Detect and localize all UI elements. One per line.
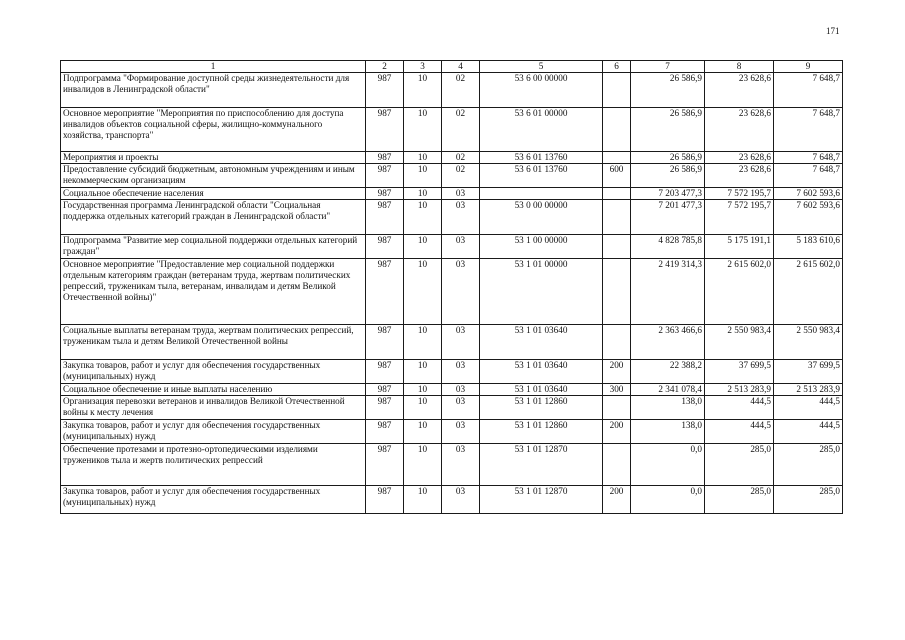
row-subsection-cell: 03: [442, 188, 480, 200]
row-name-cell: Закупка товаров, работ и услуг для обеспечения государственных (муниципальных) нужд: [61, 420, 366, 444]
table-row: [61, 152, 843, 164]
row-subsection-cell: 03: [442, 384, 480, 396]
row-expense-type-cell: [603, 325, 631, 360]
row-expense-type-cell: 200: [603, 360, 631, 384]
header-col-8: 8: [705, 61, 774, 73]
table-header-row: [61, 61, 843, 73]
table-row: [61, 486, 843, 514]
row-section-cell: 10: [404, 360, 442, 384]
row-subsection-cell: 02: [442, 152, 480, 164]
table-row: [61, 108, 843, 152]
row-amount-7-cell: 26 586,9: [631, 164, 705, 188]
row-target-code-cell: 53 1 01 03640: [480, 384, 603, 396]
row-subsection-cell: 03: [442, 259, 480, 325]
row-subsection-cell: 02: [442, 73, 480, 108]
budget-table: [60, 60, 843, 514]
row-amount-9-cell: 2 513 283,9: [774, 384, 843, 396]
row-target-code-cell: 53 6 01 13760: [480, 152, 603, 164]
row-admin-code-cell: 987: [366, 73, 404, 108]
row-section-cell: 10: [404, 152, 442, 164]
table-row: [61, 188, 843, 200]
row-section-cell: 10: [404, 188, 442, 200]
row-name-cell: Предоставление субсидий бюджетным, автономным учреждениям и иным некоммерческим организациям: [61, 164, 366, 188]
row-amount-8-cell: 444,5: [705, 420, 774, 444]
row-amount-8-cell: 285,0: [705, 486, 774, 514]
row-amount-7-cell: 0,0: [631, 486, 705, 514]
table-row: [61, 325, 843, 360]
table-row: [61, 396, 843, 420]
row-expense-type-cell: 300: [603, 384, 631, 396]
row-amount-8-cell: 7 572 195,7: [705, 200, 774, 235]
header-col-4: 4: [442, 61, 480, 73]
header-col-3: 3: [404, 61, 442, 73]
row-amount-8-cell: 2 550 983,4: [705, 325, 774, 360]
row-admin-code-cell: 987: [366, 235, 404, 259]
row-section-cell: 10: [404, 108, 442, 152]
row-subsection-cell: 02: [442, 108, 480, 152]
row-target-code-cell: 53 1 01 03640: [480, 325, 603, 360]
row-amount-7-cell: 4 828 785,8: [631, 235, 705, 259]
row-subsection-cell: 03: [442, 325, 480, 360]
table-row: [61, 259, 843, 325]
row-admin-code-cell: 987: [366, 420, 404, 444]
row-amount-7-cell: 22 388,2: [631, 360, 705, 384]
row-name-cell: Социальное обеспечение населения: [61, 188, 366, 200]
table-row: [61, 73, 843, 108]
table-row: [61, 200, 843, 235]
row-section-cell: 10: [404, 396, 442, 420]
row-target-code-cell: 53 1 01 12860: [480, 396, 603, 420]
row-amount-8-cell: 7 572 195,7: [705, 188, 774, 200]
row-expense-type-cell: [603, 444, 631, 486]
row-amount-9-cell: 285,0: [774, 486, 843, 514]
table-row: [61, 384, 843, 396]
row-target-code-cell: 53 1 01 12870: [480, 444, 603, 486]
row-amount-8-cell: 23 628,6: [705, 152, 774, 164]
row-amount-9-cell: 37 699,5: [774, 360, 843, 384]
row-amount-9-cell: 7 602 593,6: [774, 188, 843, 200]
row-section-cell: 10: [404, 164, 442, 188]
row-subsection-cell: 03: [442, 486, 480, 514]
row-expense-type-cell: [603, 235, 631, 259]
header-col-7: 7: [631, 61, 705, 73]
row-section-cell: 10: [404, 384, 442, 396]
row-amount-7-cell: 2 363 466,6: [631, 325, 705, 360]
header-col-6: 6: [603, 61, 631, 73]
row-subsection-cell: 03: [442, 396, 480, 420]
row-name-cell: Основное мероприятие "Мероприятия по приспособлению для доступа инвалидов объектов социальной сферы, жилищно-коммунального хозяйства, транспорта": [61, 108, 366, 152]
row-amount-8-cell: 5 175 191,1: [705, 235, 774, 259]
row-amount-7-cell: 7 201 477,3: [631, 200, 705, 235]
page-number: 171: [826, 26, 840, 36]
row-expense-type-cell: [603, 152, 631, 164]
row-admin-code-cell: 987: [366, 108, 404, 152]
row-expense-type-cell: [603, 200, 631, 235]
row-admin-code-cell: 987: [366, 188, 404, 200]
row-admin-code-cell: 987: [366, 444, 404, 486]
row-name-cell: Закупка товаров, работ и услуг для обеспечения государственных (муниципальных) нужд: [61, 486, 366, 514]
row-amount-9-cell: 7 648,7: [774, 164, 843, 188]
row-name-cell: Подпрограмма "Развитие мер социальной поддержки отдельных категорий граждан": [61, 235, 366, 259]
row-section-cell: 10: [404, 486, 442, 514]
row-amount-9-cell: 7 602 593,6: [774, 200, 843, 235]
row-target-code-cell: 53 6 01 13760: [480, 164, 603, 188]
row-amount-8-cell: 37 699,5: [705, 360, 774, 384]
row-name-cell: Мероприятия и проекты: [61, 152, 366, 164]
row-amount-7-cell: 0,0: [631, 444, 705, 486]
row-name-cell: Организация перевозки ветеранов и инвалидов Великой Отечественной войны к месту лечения: [61, 396, 366, 420]
row-amount-8-cell: 444,5: [705, 396, 774, 420]
row-admin-code-cell: 987: [366, 396, 404, 420]
row-amount-8-cell: 2 615 602,0: [705, 259, 774, 325]
row-name-cell: Обеспечение протезами и протезно-ортопедическими изделиями тружеников тыла и жертв политических репрессий: [61, 444, 366, 486]
row-section-cell: 10: [404, 200, 442, 235]
row-section-cell: 10: [404, 235, 442, 259]
row-section-cell: 10: [404, 73, 442, 108]
row-expense-type-cell: [603, 73, 631, 108]
row-name-cell: Социальное обеспечение и иные выплаты населению: [61, 384, 366, 396]
row-amount-9-cell: 2 550 983,4: [774, 325, 843, 360]
row-expense-type-cell: 200: [603, 420, 631, 444]
row-amount-8-cell: 2 513 283,9: [705, 384, 774, 396]
row-target-code-cell: 53 0 00 00000: [480, 200, 603, 235]
row-section-cell: 10: [404, 420, 442, 444]
row-amount-9-cell: 5 183 610,6: [774, 235, 843, 259]
row-subsection-cell: 03: [442, 444, 480, 486]
row-amount-9-cell: 285,0: [774, 444, 843, 486]
row-expense-type-cell: 600: [603, 164, 631, 188]
row-name-cell: Основное мероприятие "Предоставление мер социальной поддержки отдельным категориям граждан (ветеранам труда, жертвам политических репрессий, труженикам тыла, ветеранам, инвалидам и детям Великой Отечественной войны)": [61, 259, 366, 325]
table-row: [61, 235, 843, 259]
row-amount-8-cell: 23 628,6: [705, 73, 774, 108]
row-target-code-cell: 53 6 00 00000: [480, 73, 603, 108]
row-expense-type-cell: [603, 108, 631, 152]
table-row: [61, 444, 843, 486]
header-col-9: 9: [774, 61, 843, 73]
row-amount-8-cell: 285,0: [705, 444, 774, 486]
row-target-code-cell: 53 1 01 12870: [480, 486, 603, 514]
row-section-cell: 10: [404, 444, 442, 486]
row-admin-code-cell: 987: [366, 152, 404, 164]
row-target-code-cell: 53 1 01 12860: [480, 420, 603, 444]
table-row: [61, 164, 843, 188]
row-admin-code-cell: 987: [366, 259, 404, 325]
row-amount-7-cell: 26 586,9: [631, 152, 705, 164]
row-amount-9-cell: 444,5: [774, 396, 843, 420]
row-admin-code-cell: 987: [366, 200, 404, 235]
row-amount-7-cell: 2 419 314,3: [631, 259, 705, 325]
table-row: [61, 420, 843, 444]
row-admin-code-cell: 987: [366, 384, 404, 396]
row-amount-7-cell: 138,0: [631, 396, 705, 420]
row-expense-type-cell: 200: [603, 486, 631, 514]
row-subsection-cell: 03: [442, 360, 480, 384]
header-col-1: 1: [61, 61, 366, 73]
row-amount-7-cell: 26 586,9: [631, 73, 705, 108]
row-target-code-cell: 53 6 01 00000: [480, 108, 603, 152]
row-name-cell: Государственная программа Ленинградской области "Социальная поддержка отдельных категорий граждан в Ленинградской области": [61, 200, 366, 235]
row-subsection-cell: 03: [442, 235, 480, 259]
row-section-cell: 10: [404, 259, 442, 325]
row-admin-code-cell: 987: [366, 360, 404, 384]
row-amount-9-cell: 7 648,7: [774, 152, 843, 164]
row-expense-type-cell: [603, 396, 631, 420]
row-amount-9-cell: 7 648,7: [774, 108, 843, 152]
row-amount-7-cell: 7 203 477,3: [631, 188, 705, 200]
row-target-code-cell: 53 1 00 00000: [480, 235, 603, 259]
row-subsection-cell: 03: [442, 420, 480, 444]
row-subsection-cell: 03: [442, 200, 480, 235]
row-amount-7-cell: 26 586,9: [631, 108, 705, 152]
row-name-cell: Социальные выплаты ветеранам труда, жертвам политических репрессий, труженикам тыла и детям Великой Отечественной войны: [61, 325, 366, 360]
header-col-5: 5: [480, 61, 603, 73]
row-section-cell: 10: [404, 325, 442, 360]
row-name-cell: Закупка товаров, работ и услуг для обеспечения государственных (муниципальных) нужд: [61, 360, 366, 384]
header-col-2: 2: [366, 61, 404, 73]
row-admin-code-cell: 987: [366, 486, 404, 514]
row-amount-7-cell: 2 341 078,4: [631, 384, 705, 396]
row-expense-type-cell: [603, 188, 631, 200]
row-amount-9-cell: 7 648,7: [774, 73, 843, 108]
row-admin-code-cell: 987: [366, 325, 404, 360]
row-amount-8-cell: 23 628,6: [705, 164, 774, 188]
table-body: [61, 73, 843, 514]
row-amount-8-cell: 23 628,6: [705, 108, 774, 152]
row-amount-9-cell: 444,5: [774, 420, 843, 444]
row-expense-type-cell: [603, 259, 631, 325]
row-amount-7-cell: 138,0: [631, 420, 705, 444]
row-subsection-cell: 02: [442, 164, 480, 188]
row-target-code-cell: 53 1 01 00000: [480, 259, 603, 325]
row-name-cell: Подпрограмма "Формирование доступной среды жизнедеятельности для инвалидов в Ленинградской области": [61, 73, 366, 108]
row-amount-9-cell: 2 615 602,0: [774, 259, 843, 325]
row-target-code-cell: [480, 188, 603, 200]
row-target-code-cell: 53 1 01 03640: [480, 360, 603, 384]
table-row: [61, 360, 843, 384]
row-admin-code-cell: 987: [366, 164, 404, 188]
